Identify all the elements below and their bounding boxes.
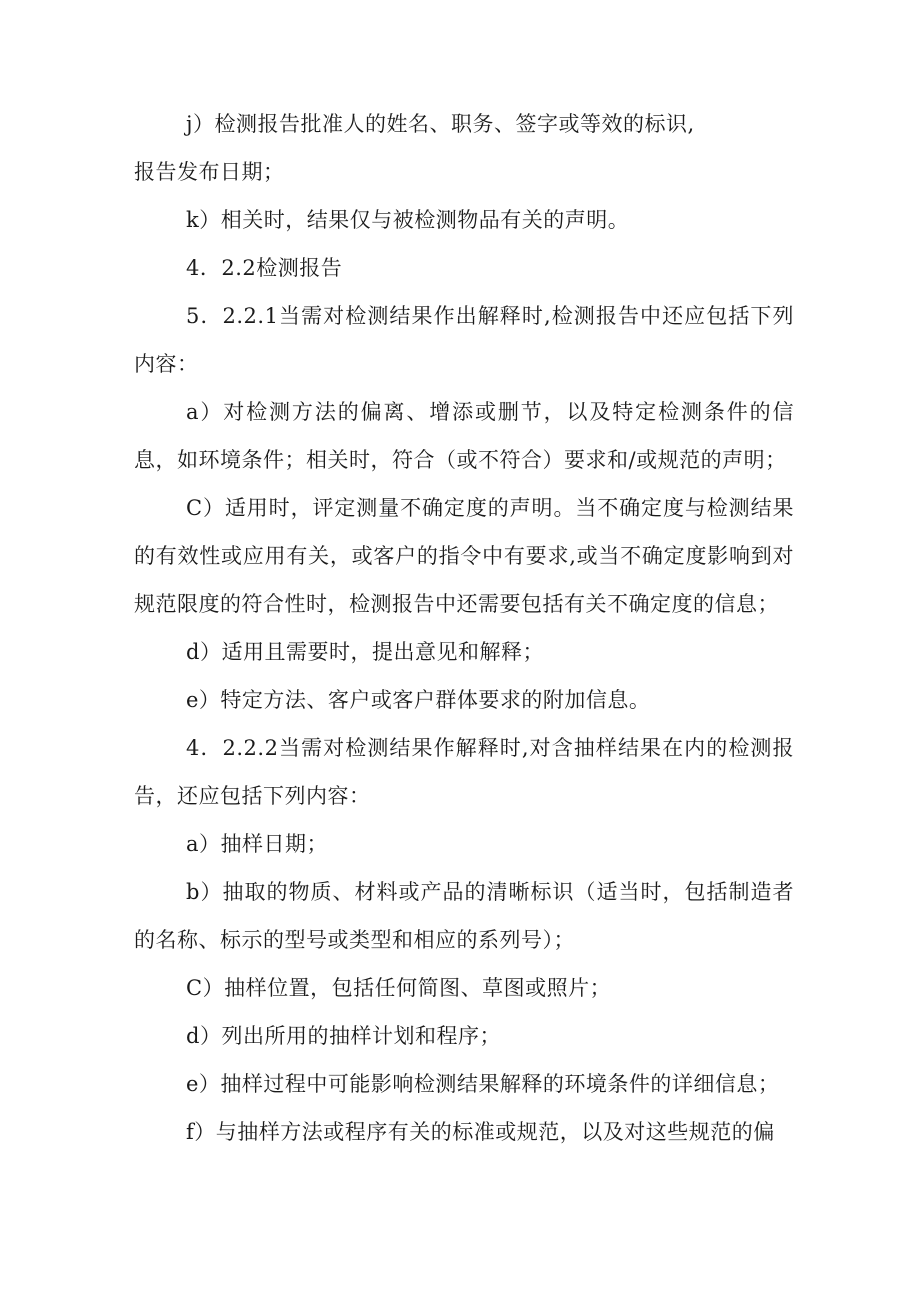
paragraph-sampling-item-c: C）抽样位置，包括任何简图、草图或照片； [186, 976, 612, 1000]
paragraph-item-d: d）适用且需要时，提出意见和解释； [186, 640, 544, 664]
paragraph-item-j-continued: 报告发布日期； [134, 160, 285, 184]
paragraph-item-k: k）相关时，结果仅与被检测物品有关的声明。 [186, 208, 630, 232]
paragraph-item-j: j）检测报告批准人的姓名、职务、签字或等效的标识, [186, 112, 695, 136]
paragraph-item-e: e）特定方法、客户或客户群体要求的附加信息。 [186, 688, 651, 712]
section-heading-4-2-2: 4．2.2检测报告 [186, 256, 343, 280]
paragraph-item-a: a）对检测方法的偏离、增添或删节，以及特定检测条件的信息，如环境条件；相关时，符合（或不符合）要求和/或规范的声明； [134, 400, 794, 472]
paragraph-item-c: C）适用时，评定测量不确定度的声明。当不确定度与检测结果的有效性或应用有关，或客户的指令中有要求,或当不确定度影响到对规范限度的符合性时，检测报告中还需要包括有关不确定度的信息； [134, 496, 794, 616]
paragraph-sampling-item-e: e）抽样过程中可能影响检测结果解释的环境条件的详细信息； [186, 1072, 780, 1096]
paragraph-sampling-item-d: d）列出所用的抽样计划和程序； [186, 1024, 501, 1048]
paragraph-sampling-item-a: a）抽样日期； [186, 832, 329, 856]
document-body [134, 100, 794, 1156]
paragraph-clause-4-2-2-2: 4．2.2.2当需对检测结果作解释时,对含抽样结果在内的检测报告，还应包括下列内容： [134, 736, 794, 808]
paragraph-sampling-item-f: f）与抽样方法或程序有关的标准或规范，以及对这些规范的偏 [186, 1120, 775, 1144]
paragraph-sampling-item-b: b）抽取的物质、材料或产品的清晰标识（适当时，包括制造者的名称、标示的型号或类型和相应的系列号）； [134, 880, 794, 952]
paragraph-clause-5-2-2-1: 5．2.2.1当需对检测结果作出解释时,检测报告中还应包括下列内容： [134, 304, 794, 376]
